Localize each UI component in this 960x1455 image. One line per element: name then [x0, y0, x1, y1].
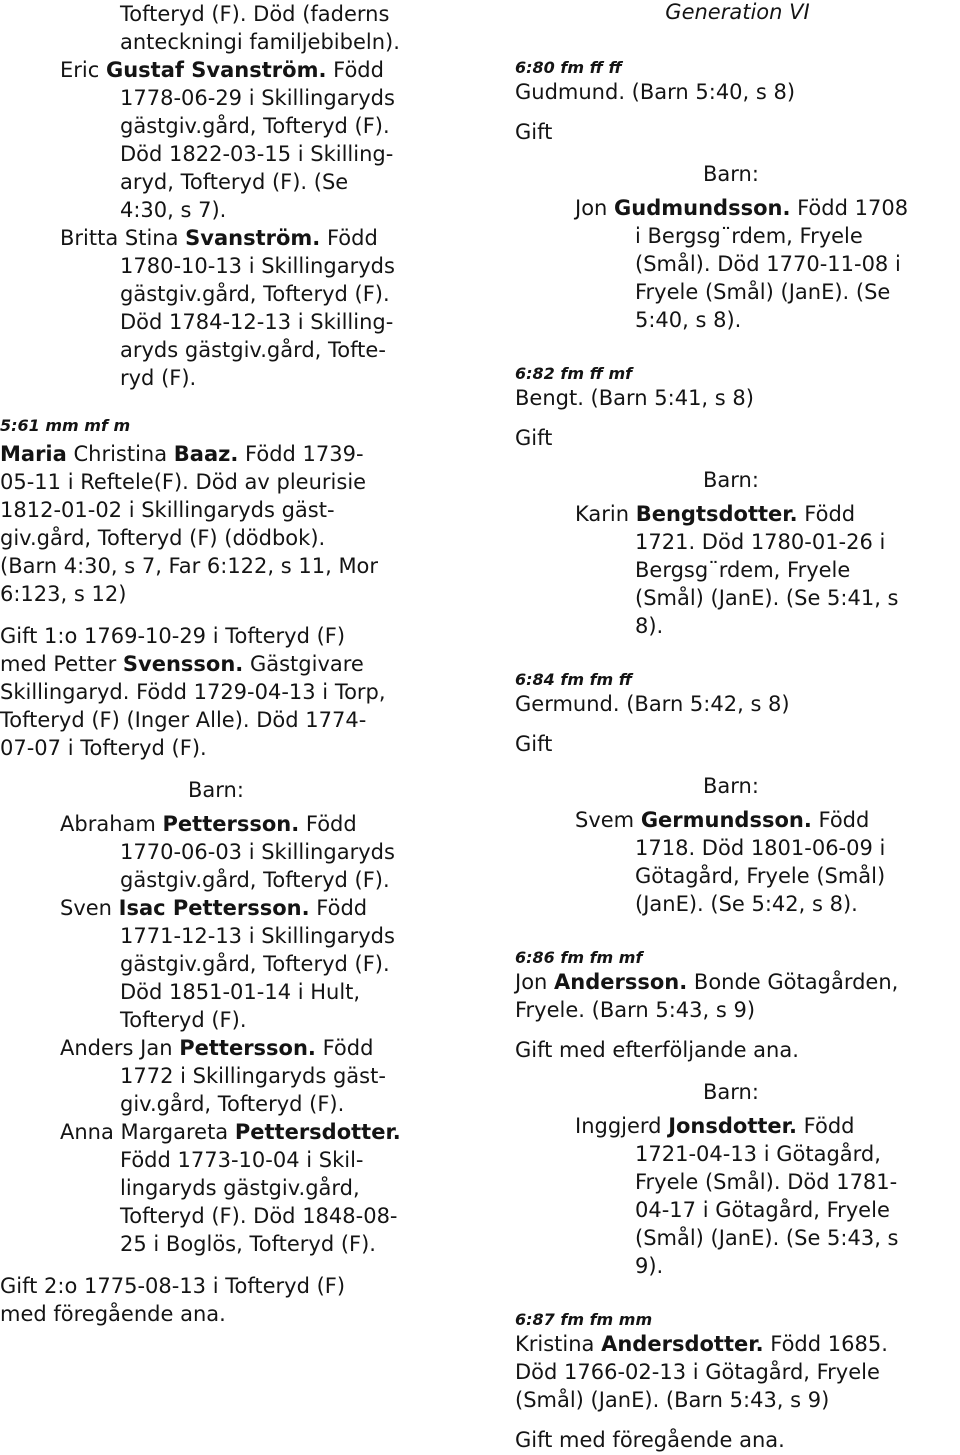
surname: Maria: [0, 442, 67, 466]
text-segment: gästgiv.gård, Tofteryd (F).: [120, 282, 390, 306]
text-segment: 1772 i Skillingaryds gäst-: [120, 1064, 386, 1088]
text-segment: Gift 1:o 1769-10-29 i Tofteryd (F): [0, 624, 346, 648]
text-line: [120, 168, 348, 197]
text-segment: gästgiv.gård, Tofteryd (F).: [120, 952, 390, 976]
text-segment: Barn:: [703, 162, 759, 186]
text-line: [0, 1300, 226, 1329]
text-line: [0, 678, 386, 707]
surname: Pettersson.: [179, 1036, 316, 1060]
text-line: [515, 1386, 829, 1415]
text-line: [120, 838, 395, 867]
text-line: [120, 112, 390, 141]
text-segment: Född: [299, 812, 357, 836]
text-line: [575, 806, 869, 835]
text-line: [635, 278, 890, 307]
surname: Pettersdotter.: [234, 1120, 401, 1144]
text-segment: ryd (F).: [120, 366, 197, 390]
text-segment: Anders Jan: [60, 1036, 180, 1060]
surname: Baaz.: [173, 442, 239, 466]
text-segment: Barn:: [188, 778, 244, 802]
text-line: [635, 890, 858, 919]
text-line: [60, 224, 378, 253]
text-line: [635, 222, 863, 251]
text-segment: giv.gård, Tofteryd (F).: [120, 1092, 345, 1116]
text-segment: 6:123, s 12): [0, 582, 127, 606]
ancestor-number: [0, 412, 130, 441]
text-segment: Anna Margareta: [60, 1120, 235, 1144]
text-line: [120, 28, 400, 57]
text-segment: (Smål) (JanE). (Se 5:43, s: [635, 1226, 899, 1250]
text-line: [635, 306, 741, 335]
text-segment: Död 1784-12-13 i Skilling-: [120, 310, 394, 334]
text-segment: Svem: [575, 808, 641, 832]
text-line: [120, 950, 390, 979]
text-segment: Barn:: [703, 1080, 759, 1104]
text-segment: 6:87 fm fm mm: [515, 1310, 653, 1329]
text-line: [515, 690, 790, 719]
text-segment: med Petter: [0, 652, 123, 676]
text-segment: Fryele (Smål). Död 1781-: [635, 1170, 898, 1194]
text-line: [635, 1196, 890, 1225]
text-line: [635, 528, 885, 557]
text-segment: 5:61 mm mf m: [0, 416, 131, 435]
text-segment: Född: [320, 226, 378, 250]
text-segment: med föregående ana.: [0, 1302, 226, 1326]
text-segment: Gift: [515, 426, 553, 450]
text-line: [515, 384, 754, 413]
text-segment: gästgiv.gård, Tofteryd (F).: [120, 114, 390, 138]
text-segment: Gudmund. (Barn 5:40, s 8): [515, 80, 796, 104]
children-heading: [703, 1078, 759, 1107]
text-segment: (Smål) (JanE). (Barn 5:43, s 9): [515, 1388, 830, 1412]
text-line: [60, 1118, 401, 1147]
text-segment: 6:82 fm ff mf: [515, 364, 633, 383]
text-segment: Född 1708: [790, 196, 909, 220]
text-line: [60, 894, 367, 923]
text-line: [120, 252, 395, 281]
text-segment: 4:30, s 7).: [120, 198, 227, 222]
text-segment: Död 1822-03-15 i Skilling-: [120, 142, 394, 166]
text-segment: Fryele (Smål) (JanE). (Se: [635, 280, 891, 304]
text-line: [0, 468, 366, 497]
surname: Gudmundsson.: [614, 196, 791, 220]
surname: Isac Pettersson.: [118, 896, 310, 920]
text-segment: Kristina: [515, 1332, 602, 1356]
text-segment: gästgiv.gård, Tofteryd (F).: [120, 868, 390, 892]
text-segment: aryds gästgiv.gård, Tofte-: [120, 338, 386, 362]
text-segment: Abraham: [60, 812, 163, 836]
text-line: [575, 194, 908, 223]
text-line: [120, 308, 393, 337]
text-line: [635, 584, 899, 613]
text-segment: giv.gård, Tofteryd (F) (dödbok).: [0, 526, 326, 550]
text-line: [0, 440, 364, 469]
text-segment: 1812-01-02 i Skillingaryds gäst-: [0, 498, 335, 522]
text-line: [635, 1224, 899, 1253]
text-line: [120, 1230, 376, 1259]
text-line: [515, 118, 552, 147]
text-segment: Britta Stina: [60, 226, 186, 250]
text-line: [0, 622, 345, 651]
text-segment: Född: [811, 808, 870, 832]
text-line: [60, 1034, 373, 1063]
text-segment: 6:80 fm ff ff: [515, 58, 622, 77]
text-segment: 6:86 fm fm mf: [515, 948, 643, 967]
text-line: [575, 500, 855, 529]
text-segment: Född: [326, 58, 384, 82]
text-segment: 5:40, s 8).: [635, 308, 742, 332]
text-line: [120, 1146, 363, 1175]
text-segment: Född 1773-10-04 i Skil-: [120, 1148, 364, 1172]
text-segment: Bergsg¨rdem, Fryele: [635, 558, 851, 582]
text-segment: 1770-06-03 i Skillingaryds: [120, 840, 395, 864]
text-line: [120, 1006, 247, 1035]
text-line: [120, 196, 226, 225]
children-heading: [703, 772, 759, 801]
text-segment: 1718. Död 1801-06-09 i: [635, 836, 886, 860]
text-segment: 25 i Boglös, Tofteryd (F).: [120, 1232, 376, 1256]
text-line: [0, 706, 366, 735]
surname: Svanström.: [185, 226, 321, 250]
text-line: [635, 862, 885, 891]
text-segment: 1721. Död 1780-01-26 i: [635, 530, 886, 554]
surname: Pettersson.: [162, 812, 300, 836]
text-line: [515, 730, 552, 759]
text-segment: anteckningi familjebibeln).: [120, 30, 400, 54]
text-segment: Tofteryd (F). Död (faderns: [120, 2, 390, 26]
text-segment: Gift med efterföljande ana.: [515, 1038, 799, 1062]
text-segment: Barn:: [703, 468, 759, 492]
text-segment: Född: [797, 1114, 855, 1138]
text-line: [120, 866, 390, 895]
text-segment: Född: [315, 1036, 374, 1060]
text-line: [0, 1272, 345, 1301]
text-line: [635, 1252, 663, 1281]
text-line: [515, 1426, 785, 1455]
text-segment: lingaryds gästgiv.gård,: [120, 1176, 360, 1200]
text-segment: Gift med föregående ana.: [515, 1428, 785, 1452]
text-line: [120, 1174, 360, 1203]
text-segment: Gift: [515, 732, 553, 756]
surname: Germundsson.: [640, 808, 812, 832]
text-line: [120, 364, 196, 393]
text-line: [635, 250, 901, 279]
text-line: [635, 1168, 897, 1197]
text-segment: Tofteryd (F) (Inger Alle). Död 1774-: [0, 708, 367, 732]
text-segment: (JanE). (Se 5:42, s 8).: [635, 892, 858, 916]
text-segment: (Smål). Död 1770-11-08 i: [635, 252, 901, 276]
text-segment: 6:84 fm fm ff: [515, 670, 633, 689]
text-line: [0, 496, 335, 525]
text-segment: aryd, Tofteryd (F). (Se: [120, 170, 349, 194]
text-line: [120, 0, 389, 29]
text-line: [120, 1062, 386, 1091]
text-segment: Bengt. (Barn 5:41, s 8): [515, 386, 754, 410]
text-line: [515, 78, 795, 107]
text-line: [0, 734, 207, 763]
surname: Gustaf Svanström.: [105, 58, 327, 82]
generation-heading: Generation VI: [665, 0, 810, 24]
text-line: [515, 1358, 880, 1387]
text-segment: Född: [309, 896, 368, 920]
text-segment: Inggjerd: [575, 1114, 669, 1138]
text-segment: Eric: [60, 58, 106, 82]
text-segment: Tofteryd (F). Död 1848-08-: [120, 1204, 398, 1228]
surname: Svensson.: [122, 652, 244, 676]
text-line: [120, 978, 360, 1007]
text-line: [575, 1112, 855, 1141]
text-line: [0, 650, 364, 679]
text-segment: Barn:: [703, 774, 759, 798]
text-line: [60, 810, 357, 839]
text-line: [120, 336, 386, 365]
text-segment: Bonde Götagården,: [687, 970, 899, 994]
text-line: [120, 84, 395, 113]
surname: Bengtsdotter.: [635, 502, 798, 526]
text-line: [515, 1330, 888, 1359]
text-line: [120, 1090, 344, 1119]
text-segment: 07-07 i Tofteryd (F).: [0, 736, 207, 760]
text-segment: Död 1766-02-13 i Götagård, Fryele: [515, 1360, 880, 1384]
text-segment: Född 1685.: [763, 1332, 888, 1356]
text-line: [515, 1036, 799, 1065]
text-segment: Karin: [575, 502, 636, 526]
text-segment: i Bergsg¨rdem, Fryele: [635, 224, 863, 248]
children-heading: [703, 160, 759, 189]
text-segment: Germund. (Barn 5:42, s 8): [515, 692, 790, 716]
text-line: [0, 524, 325, 553]
text-segment: Fryele. (Barn 5:43, s 9): [515, 998, 756, 1022]
text-line: [0, 552, 378, 581]
text-segment: 1721-04-13 i Götagård,: [635, 1142, 881, 1166]
text-segment: 1778-06-29 i Skillingaryds: [120, 86, 395, 110]
children-heading: [703, 466, 759, 495]
text-segment: 9).: [635, 1254, 664, 1278]
text-segment: Götagård, Fryele (Smål): [635, 864, 886, 888]
text-segment: Gästgivare: [243, 652, 364, 676]
text-segment: Född 1739-: [238, 442, 364, 466]
text-segment: Christina: [66, 442, 174, 466]
text-line: [515, 968, 898, 997]
text-segment: 04-17 i Götagård, Fryele: [635, 1198, 890, 1222]
text-line: [515, 996, 755, 1025]
text-segment: Född: [797, 502, 856, 526]
text-segment: 1780-10-13 i Skillingaryds: [120, 254, 395, 278]
text-line: [120, 1202, 398, 1231]
surname: Andersdotter.: [601, 1332, 764, 1356]
children-heading: [188, 776, 244, 805]
text-line: [635, 1140, 881, 1169]
text-line: [515, 424, 552, 453]
text-segment: Sven: [60, 896, 119, 920]
text-line: [635, 834, 885, 863]
text-segment: 1771-12-13 i Skillingaryds: [120, 924, 395, 948]
surname: Jonsdotter.: [668, 1114, 797, 1138]
text-line: [120, 280, 390, 309]
text-line: [60, 56, 384, 85]
text-segment: Tofteryd (F).: [120, 1008, 247, 1032]
text-segment: 05-11 i Reftele(F). Död av pleurisie: [0, 470, 367, 494]
text-segment: Skillingaryd. Född 1729-04-13 i Torp,: [0, 680, 386, 704]
text-segment: Död 1851-01-14 i Hult,: [120, 980, 361, 1004]
text-segment: Gift 2:o 1775-08-13 i Tofteryd (F): [0, 1274, 346, 1298]
text-segment: (Barn 4:30, s 7, Far 6:122, s 11, Mor: [0, 554, 379, 578]
text-segment: Gift: [515, 120, 553, 144]
text-line: [635, 556, 850, 585]
text-line: [120, 922, 395, 951]
text-segment: Jon: [515, 970, 555, 994]
surname: Andersson.: [554, 970, 688, 994]
text-line: [635, 612, 663, 641]
text-segment: (Smål) (JanE). (Se 5:41, s: [635, 586, 899, 610]
text-line: [120, 140, 393, 169]
text-segment: Jon: [575, 196, 615, 220]
text-line: [0, 580, 126, 609]
text-segment: 8).: [635, 614, 664, 638]
